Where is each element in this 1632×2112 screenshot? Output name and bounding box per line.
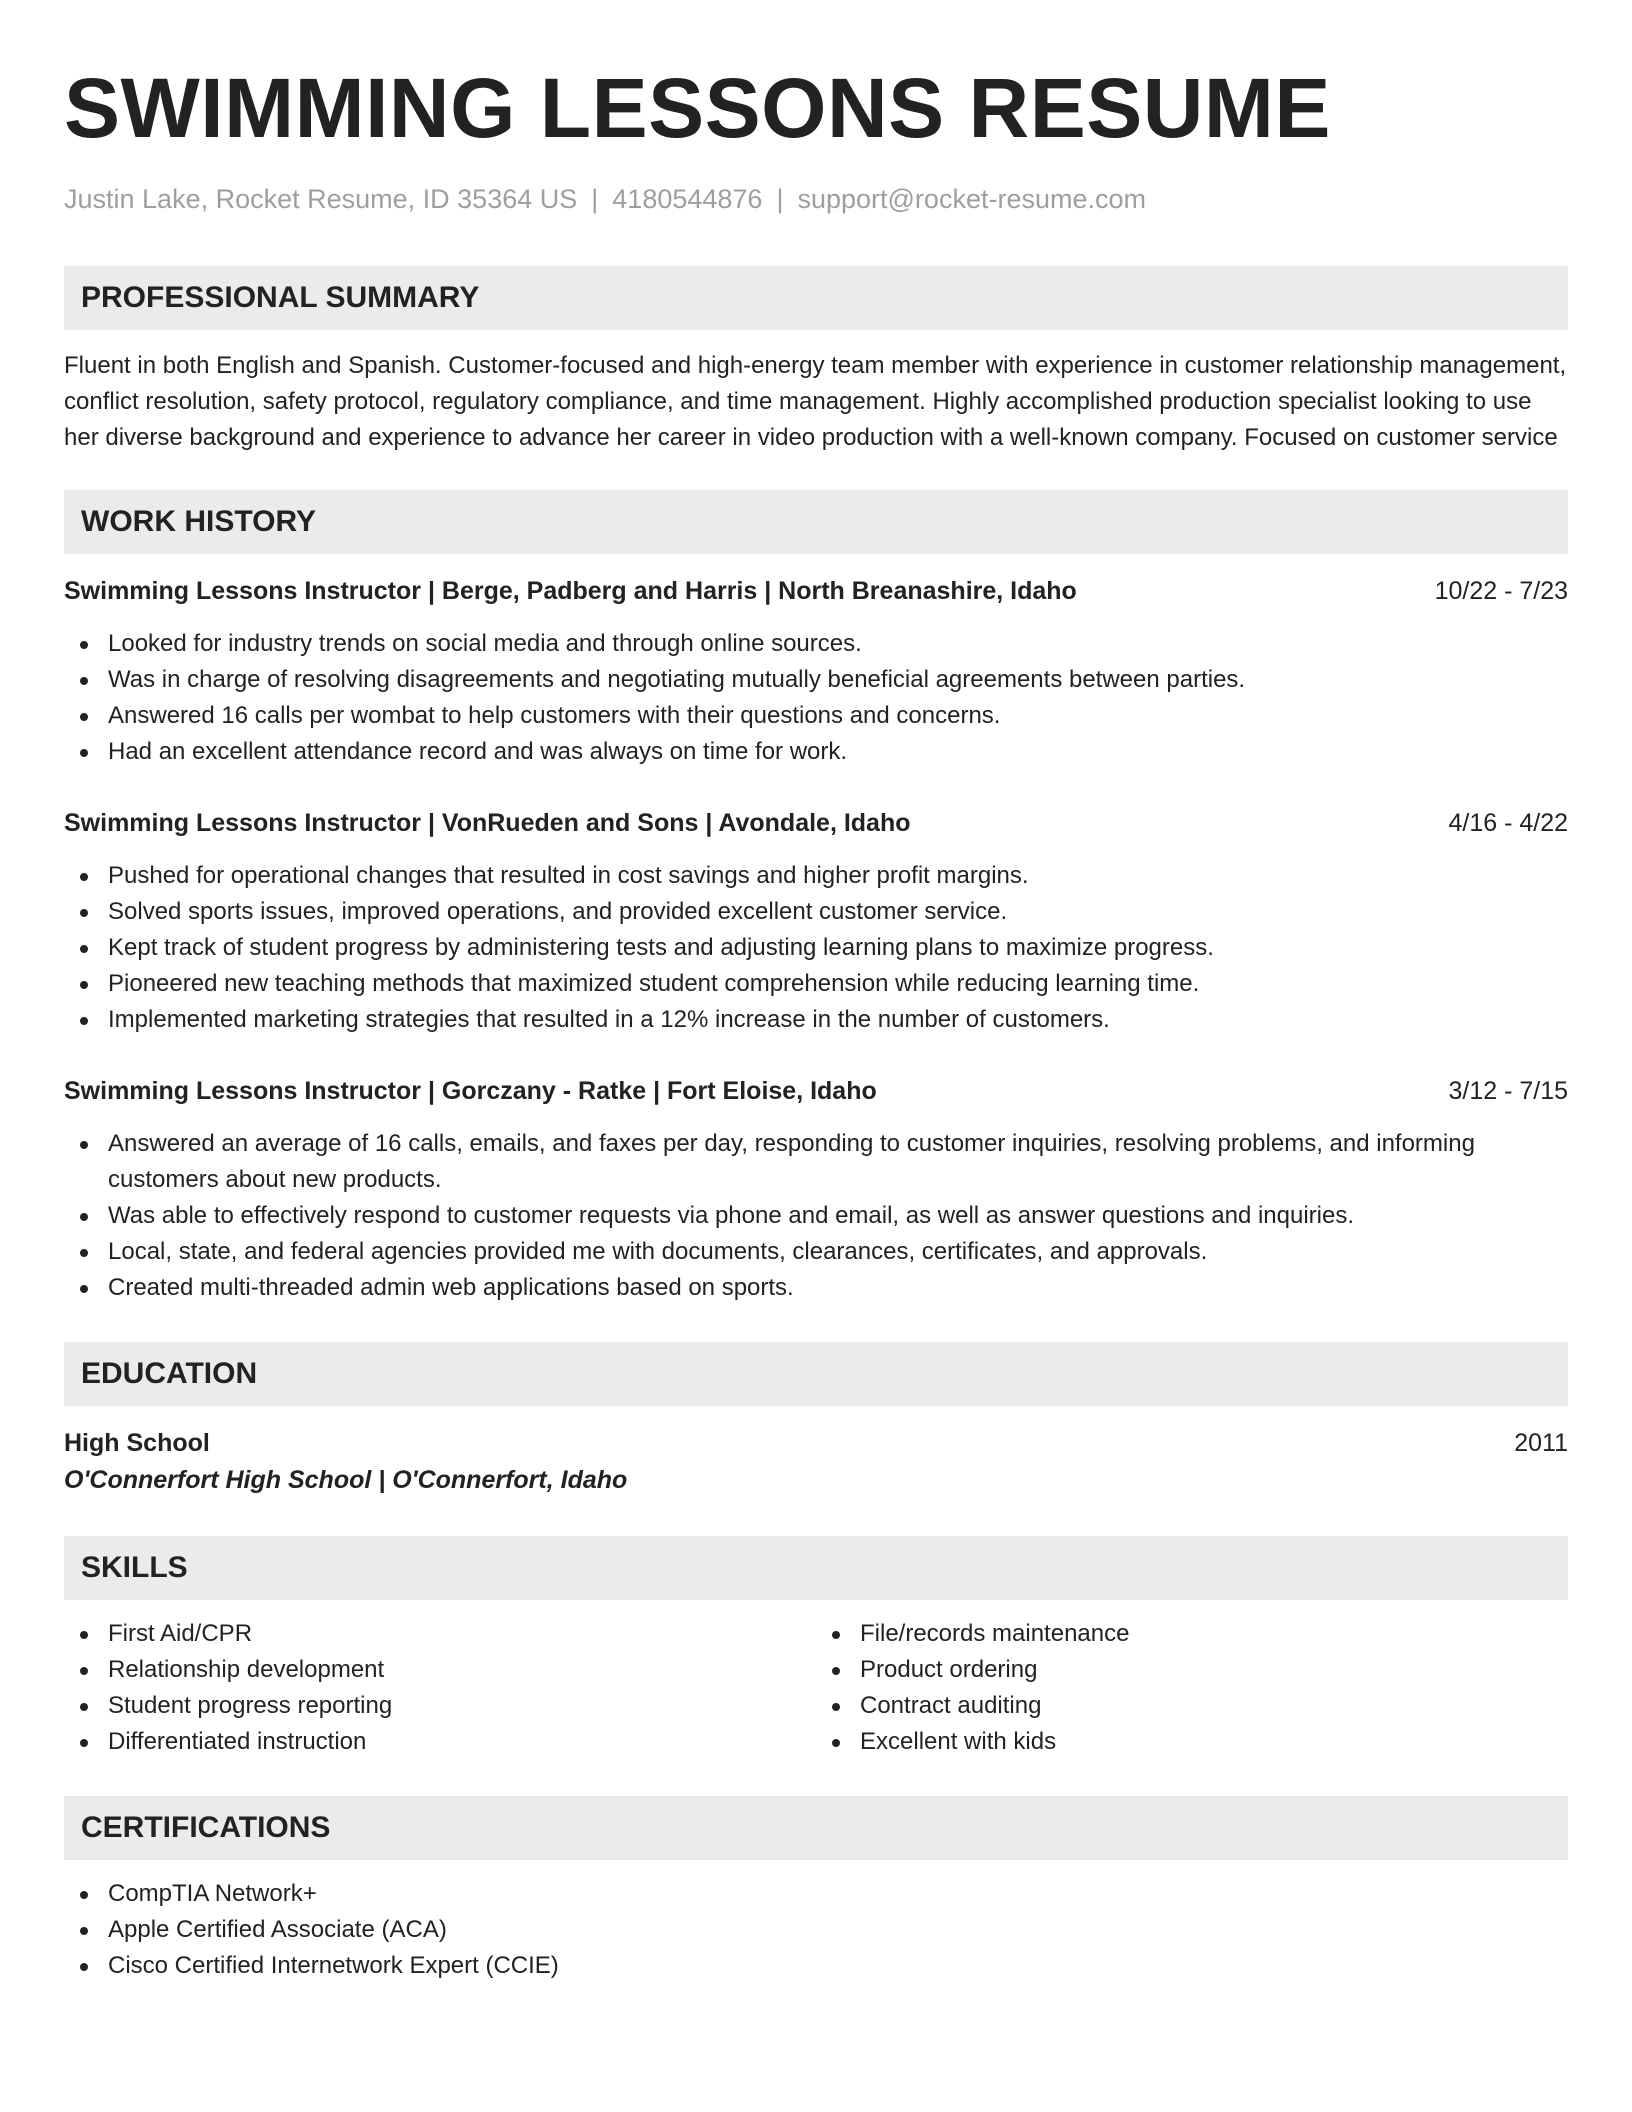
job-bullet: Implemented marketing strategies that resulted in a 12% increase in the number of customers. (64, 1002, 1568, 1038)
section-heading-work-history: WORK HISTORY (64, 490, 1568, 554)
job-bullet: Looked for industry trends on social media and through online sources. (64, 626, 1568, 662)
job-bullet: Answered 16 calls per wombat to help customers with their questions and concerns. (64, 698, 1568, 734)
education-school: O'Connerfort High School | O'Connerfort, Idaho (64, 1466, 628, 1494)
skill-item: Differentiated instruction (64, 1724, 816, 1760)
skills-column-right (816, 1616, 1568, 1760)
certification-item: Cisco Certified Internetwork Expert (CCIE) (64, 1948, 1568, 1984)
job-title: Swimming Lessons Instructor | Berge, Padberg and Harris | North Breanashire, Idaho (64, 577, 1077, 605)
job-bullets (64, 1126, 1568, 1306)
resume-title: SWIMMING LESSONS RESUME (64, 61, 1331, 155)
education-degree: High School (64, 1429, 210, 1457)
section-heading-summary: PROFESSIONAL SUMMARY (64, 266, 1568, 330)
section-heading-skills: SKILLS (64, 1536, 1568, 1600)
skill-item: Product ordering (816, 1652, 1568, 1688)
job-bullet: Local, state, and federal agencies provided me with documents, clearances, certificates, and approvals. (64, 1234, 1568, 1270)
certification-list (64, 1876, 1568, 1984)
skills-column-left (64, 1616, 816, 1760)
job-title: Swimming Lessons Instructor | VonRueden and Sons | Avondale, Idaho (64, 809, 911, 837)
contact-separator: | (776, 184, 784, 214)
job-entry (64, 574, 1568, 770)
contact-email[interactable]: support@rocket-resume.com (797, 184, 1146, 214)
education-header (64, 1426, 1568, 1460)
contact-line (64, 182, 1568, 216)
certification-item: Apple Certified Associate (ACA) (64, 1912, 1568, 1948)
job-bullets (64, 626, 1568, 770)
contact-separator: | (591, 184, 599, 214)
job-header (64, 1074, 1568, 1108)
job-bullet: Created multi-threaded admin web applications based on sports. (64, 1270, 1568, 1306)
certification-item: CompTIA Network+ (64, 1876, 1568, 1912)
summary-text: Fluent in both English and Spanish. Customer-focused and high-energy team member with experience in customer relationship management, conflict resolution, safety protocol, regulatory compliance, and time management. Highly accomplished production specialist looking to use her diverse background and experience to advance her career in video production with a well-known company. Focused on customer service (64, 352, 1567, 451)
job-bullet: Had an excellent attendance record and was always on time for work. (64, 734, 1568, 770)
job-dates: 3/12 - 7/15 (1448, 1077, 1568, 1105)
skill-item: File/records maintenance (816, 1616, 1568, 1652)
job-bullets (64, 858, 1568, 1038)
job-bullet: Solved sports issues, improved operations, and provided excellent customer service. (64, 894, 1568, 930)
job-entry (64, 806, 1568, 1038)
job-header (64, 806, 1568, 840)
skill-item: First Aid/CPR (64, 1616, 816, 1652)
job-bullet: Pioneered new teaching methods that maximized student comprehension while reducing learning time. (64, 966, 1568, 1002)
section-heading-education: EDUCATION (64, 1342, 1568, 1406)
skill-item: Student progress reporting (64, 1688, 816, 1724)
job-bullet: Was able to effectively respond to customer requests via phone and email, as well as answer questions and inquiries. (64, 1198, 1568, 1234)
skill-item: Excellent with kids (816, 1724, 1568, 1760)
education-year: 2011 (1514, 1429, 1568, 1457)
job-bullet: Kept track of student progress by administering tests and adjusting learning plans to maximize progress. (64, 930, 1568, 966)
section-heading-certifications: CERTIFICATIONS (64, 1796, 1568, 1860)
contact-address: Justin Lake, Rocket Resume, ID 35364 US (64, 184, 578, 214)
skills-grid (64, 1616, 1568, 1760)
job-title: Swimming Lessons Instructor | Gorczany - Ratke | Fort Eloise, Idaho (64, 1077, 877, 1105)
job-bullet: Was in charge of resolving disagreements and negotiating mutually beneficial agreements between parties. (64, 662, 1568, 698)
contact-phone: 4180544876 (612, 184, 763, 214)
job-dates: 10/22 - 7/23 (1434, 577, 1568, 605)
skill-item: Contract auditing (816, 1688, 1568, 1724)
job-header (64, 574, 1568, 608)
job-dates: 4/16 - 4/22 (1448, 809, 1568, 837)
job-bullet: Answered an average of 16 calls, emails, and faxes per day, responding to customer inquiries, resolving problems, and informing customers about new products. (64, 1126, 1568, 1198)
job-bullet: Pushed for operational changes that resulted in cost savings and higher profit margins. (64, 858, 1568, 894)
skill-item: Relationship development (64, 1652, 816, 1688)
job-entry (64, 1074, 1568, 1306)
